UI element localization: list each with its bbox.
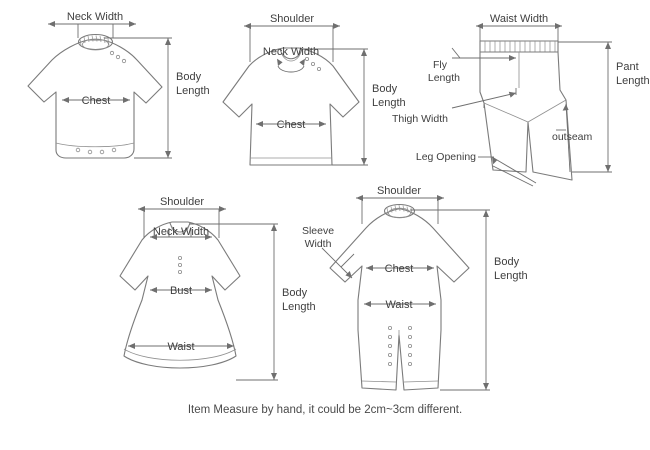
label-shoulder-dress: Shoulder (159, 196, 205, 208)
label-waist-dress: Waist (167, 341, 195, 353)
label-neck-width-bodysuit: Neck Width (66, 11, 124, 23)
label-neck-width-top: Neck Width (262, 46, 320, 58)
label-body-length-top-line1: Body (372, 83, 398, 95)
dim-body-length-top (300, 49, 368, 165)
measure-note: Item Measure by hand, it could be 2cm~3cm different. (187, 404, 463, 416)
label-body-length-top-line2: Length (372, 97, 406, 109)
label-fly-length-line2: Length (427, 72, 460, 84)
diagram-romper (322, 195, 490, 390)
label-pant-length-line2: Length (616, 75, 650, 87)
label-sleeve-width-line2: Width (304, 238, 332, 250)
label-chest-romper: Chest (384, 263, 414, 275)
label-shoulder-top: Shoulder (269, 13, 315, 25)
dim-leg-opening (478, 157, 536, 186)
dim-body-length-romper (410, 210, 490, 390)
label-shoulder-romper: Shoulder (376, 185, 422, 197)
label-fly-length-line1: Fly (433, 59, 447, 71)
dim-thigh-width (452, 88, 516, 108)
label-body-length-bodysuit-line2: Length (176, 85, 210, 97)
label-body-length-dress-line2: Length (282, 301, 316, 313)
label-body-length-romper-line2: Length (494, 270, 528, 282)
label-body-length-romper-line1: Body (494, 256, 520, 268)
label-waist-romper: Waist (385, 299, 413, 311)
label-waist-width-pants: Waist Width (489, 13, 549, 25)
label-thigh-width: Thigh Width (391, 113, 448, 125)
label-neck-width-dress: Neck Width (152, 226, 210, 238)
dim-body-length-dress (189, 224, 278, 380)
label-chest-bodysuit: Chest (81, 95, 111, 107)
label-sleeve-width-line1: Sleeve (301, 225, 335, 237)
dim-body-length-bodysuit (104, 38, 172, 158)
dim-waist-width-pants (476, 23, 562, 41)
diagram-bodysuit (28, 21, 172, 158)
diagram-long-sleeve-top (223, 23, 368, 165)
label-bust-dress: Bust (169, 285, 193, 297)
label-outseam: outseam (552, 131, 593, 143)
label-pant-length-line1: Pant (616, 61, 639, 73)
dim-neck-width-bodysuit (48, 21, 136, 38)
dim-sleeve-width (322, 248, 354, 278)
label-body-length-bodysuit-line1: Body (176, 71, 202, 83)
label-leg-opening: Leg Opening (415, 151, 476, 163)
label-body-length-dress-line1: Body (282, 287, 308, 299)
diagram-pants (452, 23, 612, 186)
label-chest-top: Chest (276, 119, 306, 131)
dim-fly-length (452, 48, 516, 61)
